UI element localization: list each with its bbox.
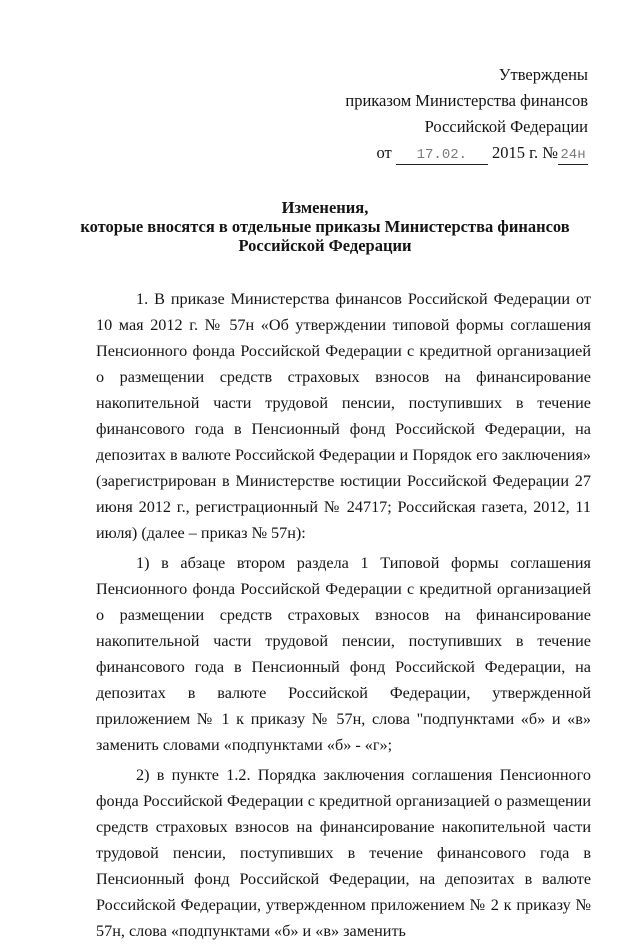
year-text: 2015 г. № — [491, 143, 558, 162]
date-prefix: от — [376, 143, 392, 162]
approval-title: Утверждены — [498, 65, 588, 84]
heading-line-1: Изменения, — [281, 198, 369, 217]
approval-date-line — [345, 140, 588, 166]
heading-line-3: Российской Федерации — [238, 236, 412, 255]
approval-issuer: приказом Министерства финансов — [345, 91, 588, 110]
date-field: 17.02. — [396, 146, 488, 165]
paragraph-1: 1. В приказе Министерства финансов Российской Федерации от 10 мая 2012 г. № 57н «Об утверждении типовой формы соглашения Пенсионного фонда Российской Федерации с кредитной организацией о размещении средств страховых взносов на финансирование накопительной части трудовой пенсии, поступивших в течение финансового года в Пенсионный фонд Российской Федерации, на депозитах в валюте Российской Федерации и Порядок его заключения» (зарегистрирован в Министерстве юстиции Российской Федерации 27 июня 2012 г., регистрационный № 24717; Российская газета, 2012, 11 июля) (далее – приказ № 57н): — [96, 290, 591, 542]
approval-issuer-country: Российской Федерации — [424, 117, 588, 136]
document-body — [96, 286, 591, 948]
paragraph-2: 1) в абзаце втором раздела 1 Типовой формы соглашения Пенсионного фонда Российской Федерации с кредитной организацией о размещении средств страховых взносов на финансирование накопительной части трудовой пенсии, поступивших в течение финансового года в Пенсионный фонд Российской Федерации, на депозитах в валюте Российской Федерации, утвержденной приложением № 1 к приказу № 57н, слова "подпунктами «б» и «в» заменить словами «подпунктами «б» - «г»; — [96, 554, 591, 754]
order-number-field: 24н — [558, 146, 588, 165]
heading-line-2: которые вносятся в отдельные приказы Министерства финансов — [80, 217, 570, 236]
document-heading — [60, 198, 590, 255]
approval-block — [345, 62, 588, 166]
paragraph-3: 2) в пункте 1.2. Порядка заключения соглашения Пенсионного фонда Российской Федерации с кредитной организацией о размещении средств страховых взносов на финансирование накопительной части трудовой пенсии, поступивших в течение финансового года в Пенсионный фонд Российской Федерации, на депозитах в валюте Российской Федерации, утвержденном приложением № 2 к приказу № 57н, слова «подпунктами «б» и «в» заменить — [96, 766, 591, 940]
